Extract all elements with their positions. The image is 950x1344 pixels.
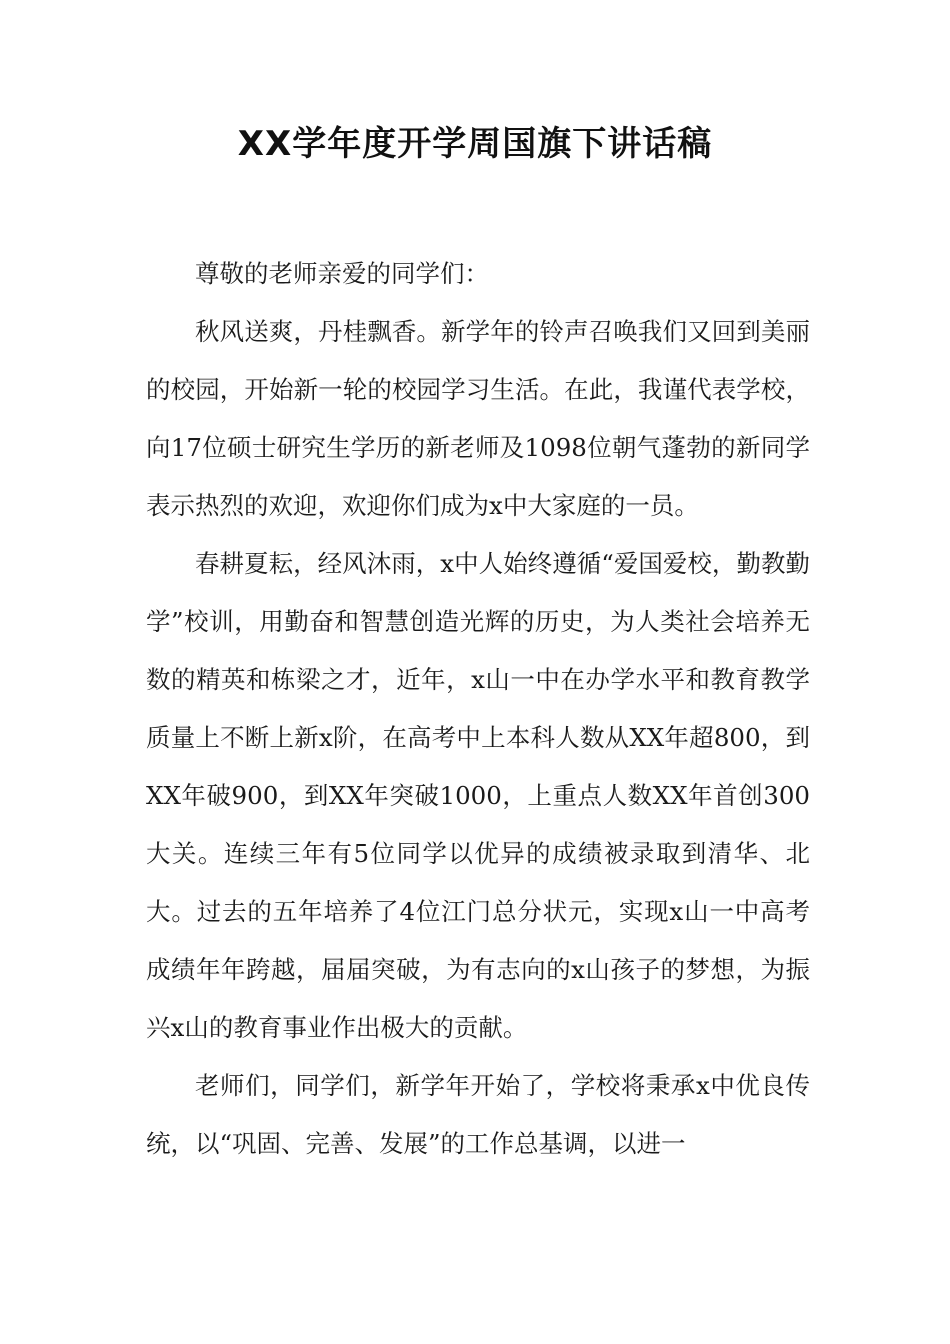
paragraph-welcome: 秋风送爽，丹桂飘香。新学年的铃声召唤我们又回到美丽的校园，开始新一轮的校园学习生活。在此，我谨代表学校，向17位硕士研究生学历的新老师及1098位朝气蓬勃的新同学表示热烈的欢迎，欢迎你们成为x中大家庭的一员。 — [146, 317, 810, 520]
paragraph-new-term: 老师们，同学们，新学年开始了，学校将秉承x中优良传统，以“巩固、完善、发展”的工作总基调，以进一 — [146, 1071, 810, 1158]
paragraph-history: 春耕夏耘，经风沐雨，x中人始终遵循“爱国爱校，勤教勤学”校训，用勤奋和智慧创造光辉的历史，为人类社会培养无数的精英和栋梁之才，近年，x山一中在办学水平和教育教学质量上不断上新x阶，在高考中上本科人数从XX年超800，到XX年破900，到XX年突破1000，上重点人数XX年首创300大关。连续三年有5位同学以优异的成绩被录取到清华、北大。过去的五年培养了4位江门总分状元，实现x山一中高考成绩年年跨越，届届突破，为有志向的x山孩子的梦想，为振兴x山的教育事业作出极大的贡献。 — [146, 549, 810, 1042]
salutation: 尊敬的老师亲爱的同学们： — [195, 259, 489, 288]
document-title: XX学年度开学周国旗下讲话稿 — [237, 124, 713, 164]
document-body — [146, 245, 810, 1173]
